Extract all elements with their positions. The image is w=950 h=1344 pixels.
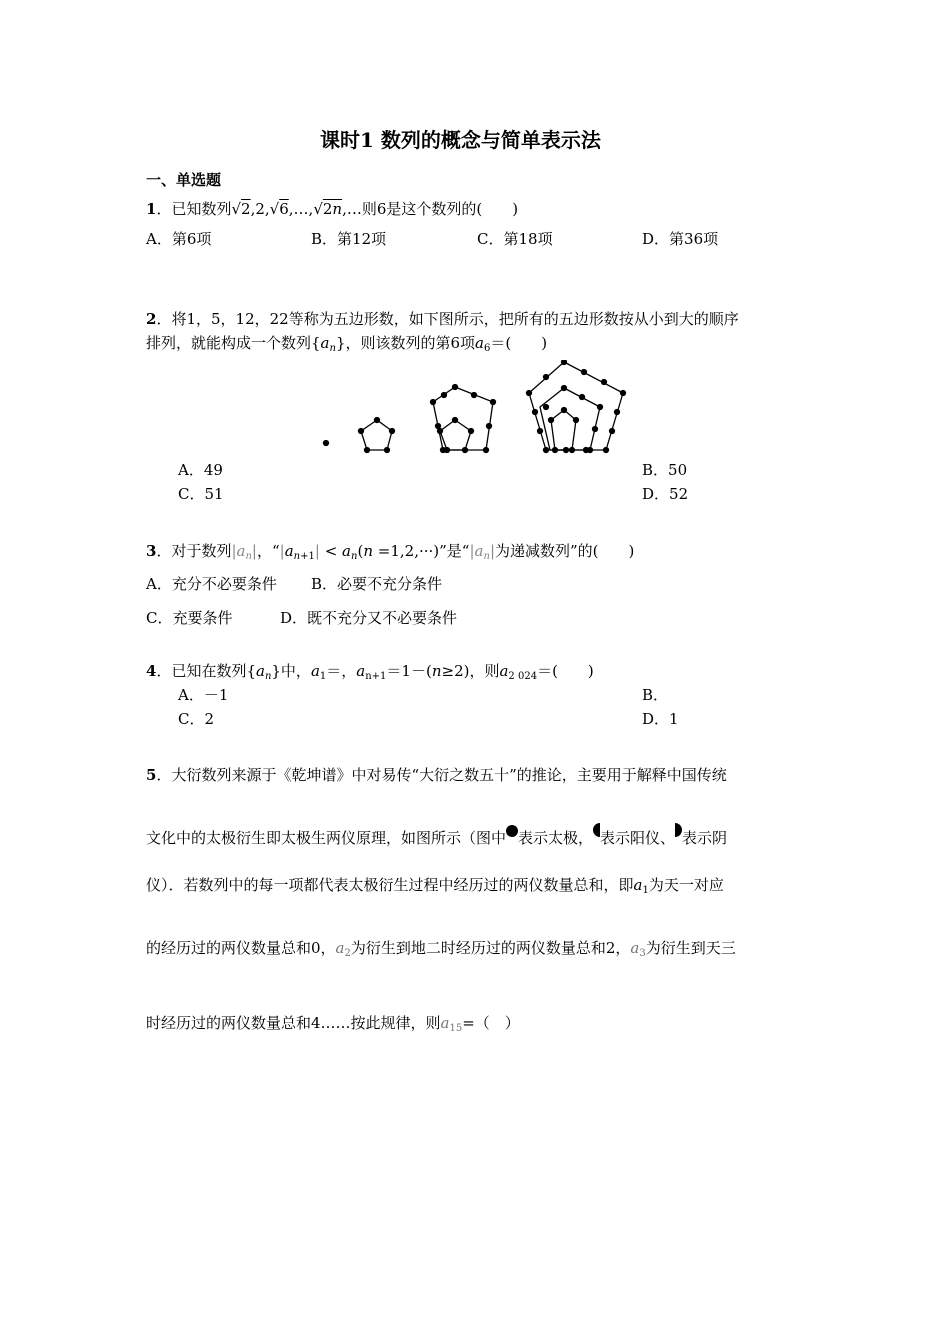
dot — [324, 441, 329, 446]
sequence-text: ,…, — [288, 200, 314, 218]
question-number: 2 — [146, 310, 157, 328]
question-5-line4 — [146, 937, 736, 959]
subscript: 6 — [484, 343, 491, 354]
sqrt-symbol: √2n — [313, 200, 343, 218]
question-number: 4 — [146, 662, 157, 680]
question-text: 则6是这个数列的( ) — [361, 200, 519, 218]
question-text: 为衍生到地二时经历过的两仪数量总和2， — [350, 939, 631, 957]
question-text: ．大衍数列来源于《乾坤谱》中对易传“大衍之数五十”的推论，主要用于解释中国传统 — [156, 766, 727, 784]
option-d[interactable]: D．1 — [642, 710, 679, 728]
term-a15: $a_{15}$ — [440, 1014, 463, 1034]
option-c[interactable]: C．51 — [178, 485, 224, 503]
yang-icon — [593, 823, 600, 837]
subscript: 1 — [319, 671, 327, 682]
option-c[interactable]: C．2 — [178, 710, 215, 728]
option-b[interactable]: B． — [642, 686, 669, 704]
option-b[interactable]: B．50 — [642, 461, 688, 479]
question-5-line1 — [146, 764, 727, 785]
question-text: ．已知数列 — [156, 200, 232, 218]
option-d[interactable]: D．既不充分又不必要条件 — [280, 609, 458, 627]
sequence-text: ,… — [342, 200, 362, 218]
page-title: 课时1 数列的概念与简单表示法 — [320, 128, 601, 152]
option-a[interactable]: A．第6项 — [146, 230, 212, 248]
question-2-line2 — [146, 332, 547, 354]
option-b[interactable]: B．必要不充分条件 — [311, 575, 443, 593]
condition-expression: $|a_{n+1}| < a_n(n =1,2,\cdot\cdot\cdot)$ — [279, 542, 440, 562]
variable: a — [320, 334, 330, 352]
option-d[interactable]: D．52 — [642, 485, 689, 503]
question-number: 3 — [146, 542, 157, 560]
variable: a — [475, 334, 484, 352]
option-b[interactable]: B．第12项 — [311, 230, 387, 248]
question-text: 排列，就能构成一个数列{ — [146, 334, 321, 352]
question-text: 的经历过的两仪数量总和0， — [146, 939, 336, 957]
question-number: 5 — [146, 766, 157, 784]
question-5-line5 — [146, 1012, 520, 1034]
subscript: n+1 — [365, 671, 387, 682]
option-d[interactable]: D．第36项 — [642, 230, 719, 248]
option-a[interactable]: A．充分不必要条件 — [146, 575, 277, 593]
question-text: ＝， — [326, 662, 357, 680]
question-text: ，“ — [256, 542, 280, 560]
taiji-icon — [506, 825, 518, 837]
question-4-stem: 4．已知在数列$\{a_n\}$中，$a_1=$，$a_{n+1}=1-(n\ge 2)$，则$a_{2 024}=$( ) — [146, 662, 594, 682]
yin-icon — [675, 823, 682, 837]
condition-text: =1,2,··· — [377, 542, 434, 560]
sequence-text: ,2, — [250, 200, 270, 218]
sequence-notation: $|a_n|$ — [231, 542, 257, 562]
question-2-line1 — [146, 308, 739, 329]
question-text: ≥2)，则 — [441, 662, 500, 680]
question-text: ．已知在数列{ — [156, 662, 256, 680]
question-text: }，则该数列的第6项 — [335, 334, 476, 352]
sequence-notation: $|a_n|$ — [469, 542, 495, 562]
question-text: ．对于数列 — [156, 542, 232, 560]
question-text: 时经历过的两仪数量总和4……按此规律，则 — [146, 1014, 441, 1032]
question-text: ＝( ) — [490, 334, 548, 352]
option-a[interactable]: A．－1 — [178, 686, 229, 704]
question-text: 表示太极， — [518, 829, 594, 847]
question-5-line3: 仪）．若数列中的每一项都代表太极衍生过程中经历过的两仪数量总和，即$a_1$为天一对应 — [146, 876, 724, 896]
sqrt-symbol: √2 — [231, 200, 251, 218]
subscript: n — [329, 343, 336, 354]
question-text: ”是“ — [439, 542, 470, 560]
question-text: ．将1，5，12，22等称为五边形数，如下图所示，把所有的五边形数按从小到大的顺序 — [156, 310, 739, 328]
question-text: 为天一对应 — [648, 876, 724, 894]
question-text: 表示阴 — [682, 829, 728, 847]
term-a3: $a_3$ — [630, 939, 646, 959]
subscript: 2 024 — [508, 671, 538, 682]
question-number: 1 — [146, 200, 157, 218]
question-text: 为衍生到天三 — [645, 939, 736, 957]
question-text: }中， — [271, 662, 311, 680]
question-text: =（ ） — [462, 1014, 520, 1032]
question-1-stem — [146, 198, 518, 219]
term-a2: $a_2$ — [335, 939, 351, 959]
option-a[interactable]: A．49 — [178, 461, 223, 479]
question-3-stem — [146, 540, 634, 562]
pentagonal-numbers-figure — [310, 360, 640, 470]
sqrt-symbol: √6 — [269, 200, 289, 218]
option-c[interactable]: C．充要条件 — [146, 609, 233, 627]
question-5-line2 — [146, 823, 727, 848]
question-text: 为递减数列”的( ) — [495, 542, 635, 560]
question-text: 仪）．若数列中的每一项都代表太极衍生过程中经历过的两仪数量总和，即 — [146, 876, 634, 894]
option-c[interactable]: C．第18项 — [477, 230, 553, 248]
question-text: 文化中的太极衍生即太极生两仪原理，如图所示（图中 — [146, 829, 507, 847]
question-text: ＝( ) — [537, 662, 594, 680]
question-text: 表示阳仪、 — [600, 829, 676, 847]
section-heading: 一、单选题 — [146, 171, 222, 189]
question-text: ＝1－( — [386, 662, 432, 680]
